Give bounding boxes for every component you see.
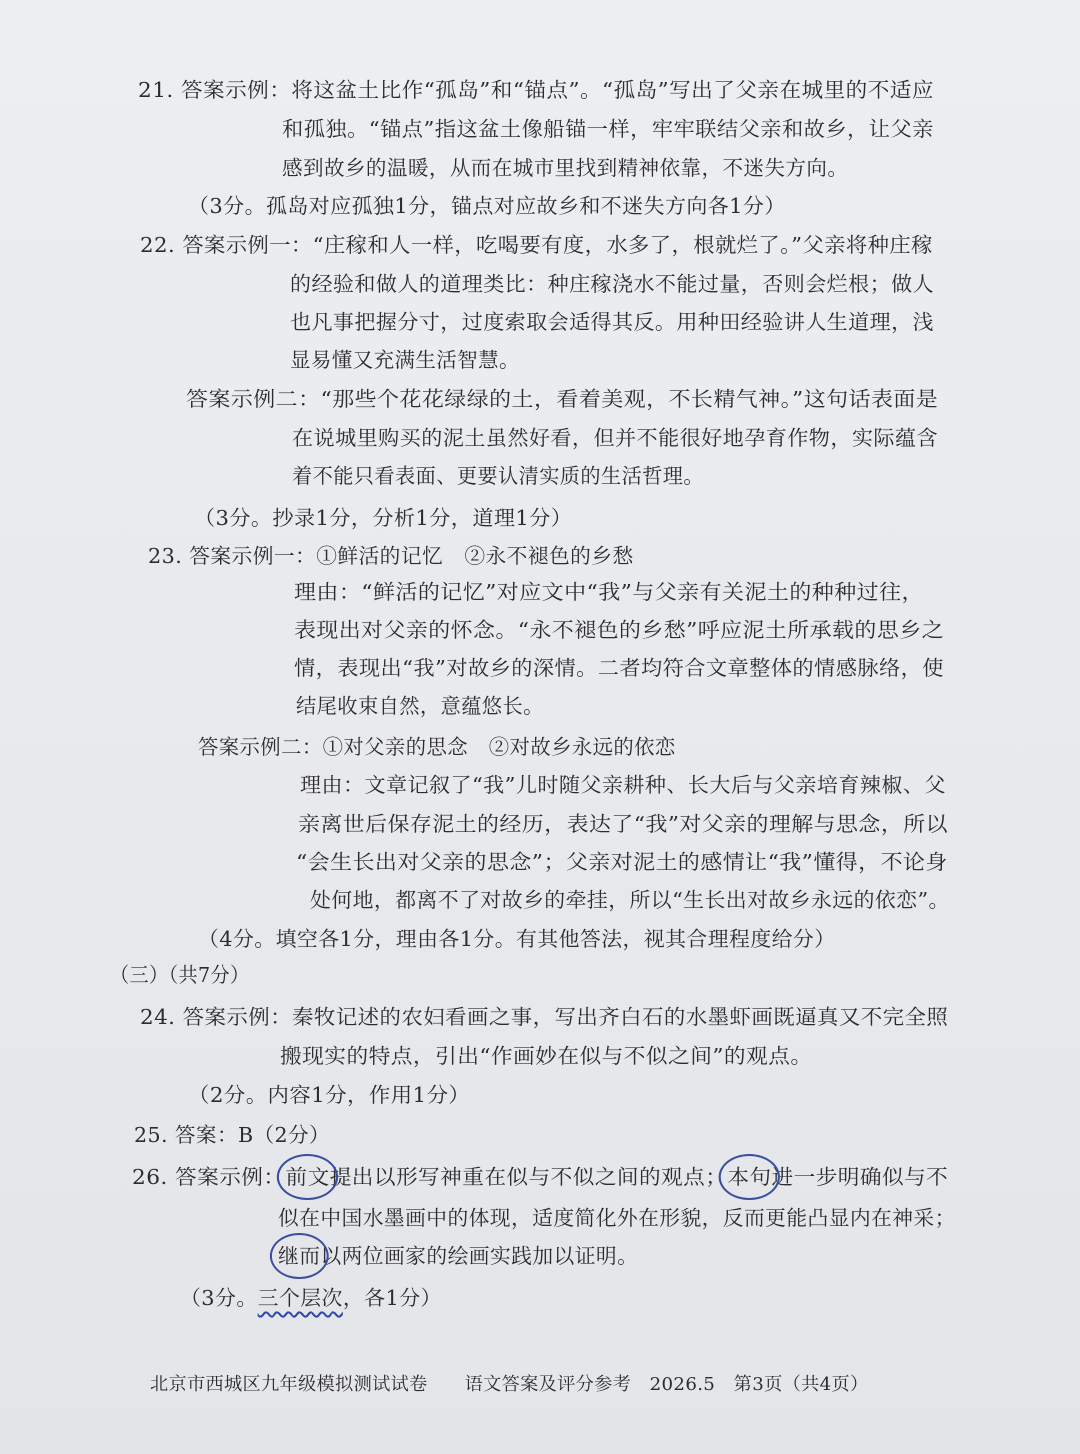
q22-line-1: 22. 答案示例一：“庄稼和人一样，吃喝要有度，水多了，根就烂了。”父亲将种庄稼 — [140, 233, 933, 257]
q25-line-1: 25. 答案：B（2分） — [134, 1123, 331, 1147]
q23-reason2-line-3: “会生长出对父亲的思念”；父亲对泥土的感情让“我”懂得，不论身 — [296, 850, 948, 874]
q23-line-1: 23. 答案示例一：①鲜活的记忆 ②永不褪色的乡愁 — [148, 544, 634, 568]
q23-reason2-line-1: 理由：文章记叙了“我”儿时随父亲耕种、长大后与父亲培育辣椒、父 — [300, 773, 946, 797]
page-footer: 北京市西城区九年级模拟测试试卷 语文答案及评分参考 2026.5 第3页（共4页） — [150, 1374, 869, 1395]
q26-score — [180, 1284, 442, 1312]
q26-line-1 — [132, 1163, 948, 1191]
q26-line-1-mid: 提出以形写神重在似与不似之间的观点； — [329, 1165, 728, 1189]
q26-line-2: 似在中国水墨画中的体现，适度简化外在形貌，反而更能凸显内在神采； — [278, 1206, 956, 1230]
q22-line-3: 也凡事把握分寸，过度索取会适得其反。用种田经验讲人生道理，浅 — [290, 310, 934, 334]
q23-reason1-line-2: 表现出对父亲的怀念。“永不褪色的乡愁”呼应泥土所承载的思乡之 — [294, 618, 944, 642]
q22-line-4: 显易懂又充满生活智慧。 — [290, 348, 520, 372]
q21-line-3: 感到故乡的温暖，从而在城市里找到精神依靠，不迷失方向。 — [282, 156, 849, 180]
q23-reason2-line-4: 处何地，都离不了对故乡的牵挂，所以“生长出对故乡永远的依恋”。 — [310, 888, 950, 912]
q21-line-1: 21. 答案示例：将这盆土比作“孤岛”和“锚点”。“孤岛”写出了父亲在城里的不适应 — [138, 78, 934, 102]
q22-line-2: 的经验和做人的道理类比：种庄稼浇水不能过量，否则会烂根；做人 — [290, 272, 934, 296]
q26-score-a: （3分。 — [180, 1286, 258, 1310]
q23-reason1-line-3: 情，表现出“我”对故乡的深情。二者均符合文章整体的情感脉络，使 — [294, 656, 944, 680]
section-three-heading: （三）（共7分） — [110, 963, 250, 987]
circled-benju: 本句 — [727, 1165, 772, 1189]
q26-line-3 — [278, 1242, 638, 1270]
q23-score: （4分。填空各1分，理由各1分。有其他答法，视其合理程度给分） — [198, 927, 836, 951]
q22-example2-line-2: 在说城里购买的泥土虽然好看，但并不能很好地孕育作物，实际蕴含 — [292, 426, 938, 450]
q26-line-1-end: 进一步明确似与不 — [771, 1165, 949, 1189]
q23-example2-line-1: 答案示例二：①对父亲的思念 ②对故乡永远的依恋 — [198, 735, 676, 759]
circled-jier: 继而 — [278, 1244, 321, 1268]
q23-reason2-line-2: 亲离世后保存泥土的经历，表达了“我”对父亲的理解与思念，所以 — [298, 812, 948, 836]
q22-score: （3分。抄录1分，分析1分，道理1分） — [194, 506, 573, 530]
q22-example2-line-3: 着不能只看表面、更要认清实质的生活哲理。 — [292, 464, 704, 488]
q24-line-2: 搬现实的特点，引出“作画妙在似与不似之间”的观点。 — [280, 1044, 813, 1068]
q23-reason1-line-4: 结尾收束自然，意蕴悠长。 — [296, 694, 544, 718]
circled-qianwen: 前文 — [285, 1165, 330, 1189]
q23-reason1-line-1: 理由：“鲜活的记忆”对应文中“我”与父亲有关泥土的种种过往， — [294, 580, 924, 604]
q26-line-3-rest: 以两位画家的绘画实践加以证明。 — [320, 1244, 639, 1268]
wavy-underlined-text: 三个层次 — [257, 1286, 343, 1310]
q24-score: （2分。内容1分，作用1分） — [188, 1083, 471, 1107]
q21-line-2: 和孤独。“锚点”指这盆土像船锚一样，牢牢联结父亲和故乡，让父亲 — [282, 117, 934, 141]
q21-score: （3分。孤岛对应孤独1分，锚点对应故乡和不迷失方向各1分） — [188, 194, 786, 218]
q26-prefix: 26. 答案示例： — [132, 1165, 286, 1189]
q26-score-c: ，各1分） — [342, 1286, 442, 1310]
q24-line-1: 24. 答案示例：秦牧记述的农妇看画之事，写出齐白石的水墨虾画既逼真又不完全照 — [140, 1005, 949, 1029]
q22-example2-line-1: 答案示例二：“那些个花花绿绿的土，看着美观，不长精气神。”这句话表面是 — [186, 387, 939, 411]
